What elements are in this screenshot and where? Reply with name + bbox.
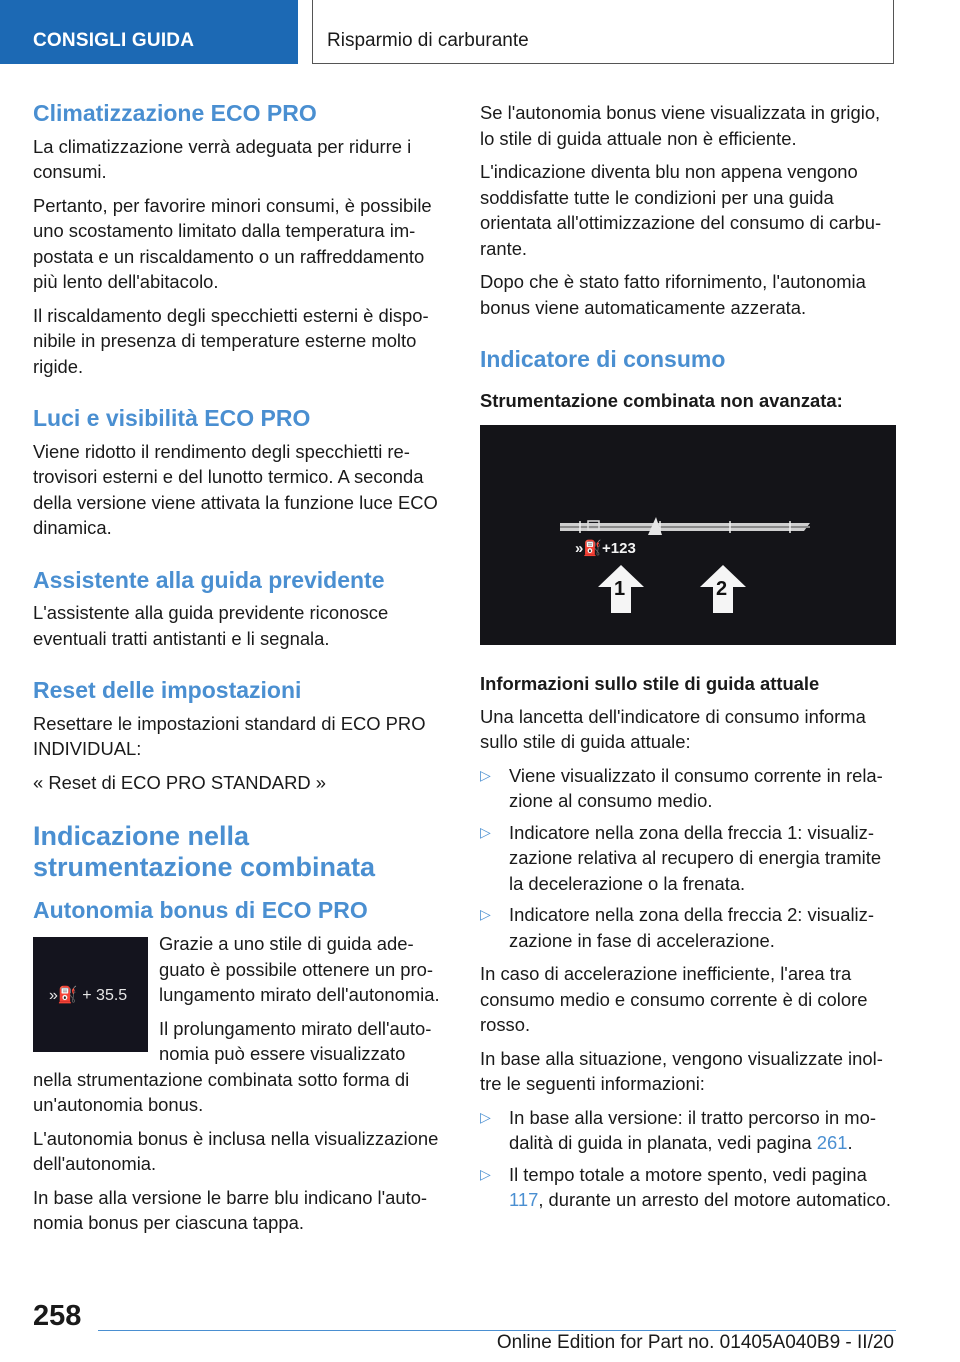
bonus-range-display <box>33 937 148 1052</box>
list-item: ▷ Indicatore nella zona della freccia 1: visualizzazione relativa al recupero di energia tramite la decelerazione o la frenata. <box>480 821 882 894</box>
heading-indicazione: Indicazione nella strumentazione combinata <box>33 821 376 883</box>
footer-divider <box>98 1330 896 1331</box>
subheading-strumentazione: Strumentazione combinata non avanzata: <box>480 389 843 411</box>
section-tab <box>0 0 298 64</box>
triangle-bullet-icon: ▷ <box>480 823 491 840</box>
triangle-bullet-icon: ▷ <box>480 1165 491 1182</box>
consumption-indicator-display <box>480 425 896 645</box>
triangle-bullet-icon: ▷ <box>480 1108 491 1125</box>
paragraph: Il prolungamento mirato dell'autonomia può essere visualizzato nella strumentazione combinata sotto forma di un'autonomia bonus. <box>33 1017 432 1116</box>
list-item: ▷ Viene visualizzato il consumo corrente in relazione al consumo medio. <box>480 764 883 812</box>
heading-assistente: Assistente alla guida previdente <box>33 566 385 593</box>
heading-indicatore-consumo: Indicatore di consumo <box>480 346 726 372</box>
bullet-list <box>480 763 896 954</box>
section-title: CONSIGLI GUIDA <box>33 30 195 51</box>
paragraph: La climatizzazione verrà adeguata per ridurre i consumi. <box>33 135 412 183</box>
chapter-header <box>312 0 894 64</box>
heading-luci: Luci e visibilità ECO PRO <box>33 405 311 432</box>
page-link-117[interactable]: 117 <box>509 1189 539 1211</box>
arrow-2-label: 2 <box>716 577 728 600</box>
paragraph: L'indicazione diventa blu non appena vengono soddisfatte tutte le condizioni per una guida orientata all'ottimizzazione del consumo di carburante. <box>480 161 882 259</box>
triangle-bullet-icon: ▷ <box>480 766 491 783</box>
heading-reset: Reset delle impostazioni <box>33 677 302 704</box>
heading-climatizzazione: Climatizzazione ECO PRO <box>33 100 317 126</box>
paragraph: In caso di accelerazione inefficiente, l'area tra consumo medio e consumo corrente è di colore rosso. <box>480 963 868 1036</box>
right-column <box>480 100 896 1221</box>
paragraph: Pertanto, per favorire minori consumi, è possibile uno scostamento limitato dalla temperatura impostata e un riscaldamento o un raffreddamento più lento dell'abitacolo. <box>33 194 432 293</box>
paragraph: In base alla versione le barre blu indicano l'autonomia bonus per ciascuna tappa. <box>33 1186 428 1234</box>
paragraph: L'autonomia bonus è inclusa nella visualizzazione dell'autonomia. <box>33 1127 439 1175</box>
subheading-info-stile: Informazioni sullo stile di guida attuale <box>480 672 820 694</box>
paragraph: Viene ridotto il rendimento degli specchietti retrovisori esterni e del lunotto termico. A seconda della versione viene attivata la funzione luce ECO dinamica. <box>33 440 438 539</box>
arrow-1-label: 1 <box>614 577 626 600</box>
paragraph: Il riscaldamento degli specchietti esterni è disponibile in presenza di temperature esterne molto rigide. <box>33 304 429 377</box>
triangle-bullet-icon: ▷ <box>480 906 491 923</box>
chapter-title: Risparmio di carburante <box>327 30 529 51</box>
paragraph: L'assistente alla guida previdente riconosce eventuali tratti antistanti e li segnala. <box>33 602 389 649</box>
bonus-range-readout: »⛽ + 35.5 <box>49 987 128 1005</box>
edition-note: Online Edition for Part no. 01405A040B9 - II/20 <box>496 1332 894 1353</box>
left-column <box>33 100 447 1244</box>
paragraph: Dopo che è stato fatto rifornimento, l'autonomia bonus viene automaticamente azzerata. <box>480 271 866 318</box>
paragraph: Se l'autonomia bonus viene visualizzata in grigio, lo stile di guida attuale non è efficiente. <box>480 102 881 149</box>
page-link-261[interactable]: 261 <box>816 1132 848 1154</box>
list-item: ▷ In base alla versione: il tratto percorso in modalità di guida in planata, vedi pagina 261. <box>480 1106 876 1154</box>
list-item: ▷ Il tempo totale a motore spento, vedi pagina 117, durante un arresto del motore automatico. <box>480 1163 892 1211</box>
bullet-list <box>480 1105 896 1213</box>
list-item: ▷ Indicatore nella zona della freccia 2: visualizzazione in fase di accelerazione. <box>480 904 874 951</box>
paragraph: Grazie a uno stile di guida adeguato è possibile ottenere un prolungamento mirato dell'autonomia. <box>159 933 440 1006</box>
page-number: 258 <box>33 1300 82 1332</box>
fuel-bonus-readout: »⛽+123 <box>575 539 636 557</box>
paragraph: « Reset di ECO PRO STANDARD » <box>33 771 326 793</box>
paragraph: Una lancetta dell'indicatore di consumo informa sullo stile di guida attuale: <box>480 705 866 753</box>
consumption-indicator-graphic <box>480 425 896 645</box>
paragraph: Resettare le impostazioni standard di ECO PRO INDIVIDUAL: <box>33 712 426 760</box>
heading-autonomia-bonus: Autonomia bonus di ECO PRO <box>33 897 368 924</box>
paragraph: In base alla situazione, vengono visualizzate inoltre le seguenti informazioni: <box>480 1047 883 1095</box>
